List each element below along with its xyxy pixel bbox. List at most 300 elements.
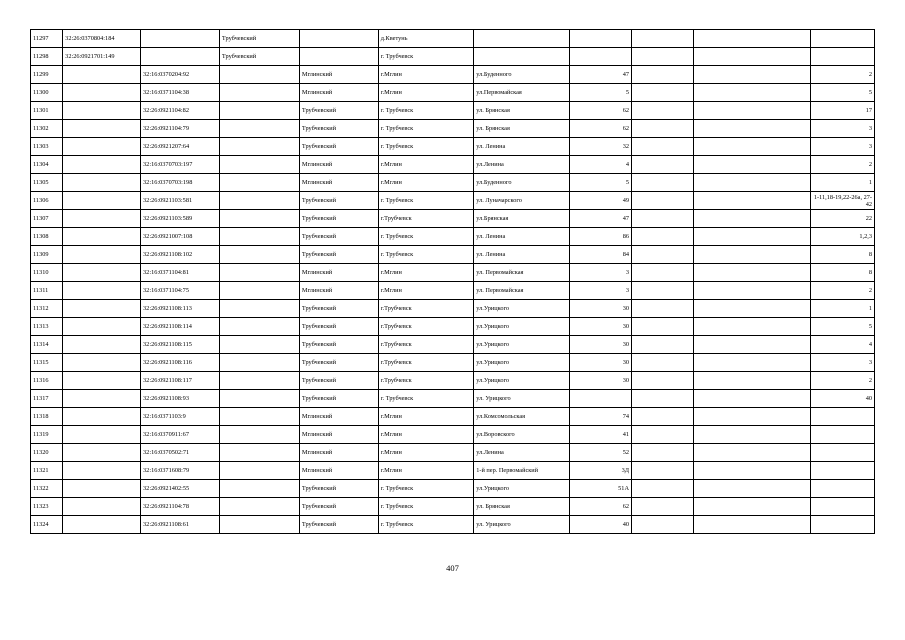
cell-row-number: 11314 [31, 336, 63, 354]
cell-district-a [219, 300, 299, 318]
cell-street: ул.Буденного [474, 174, 570, 192]
table-row [31, 30, 875, 48]
cell-district-a [219, 480, 299, 498]
cell-col-10 [694, 354, 810, 372]
cell-cadastral-number-b: 32:26:0921108:117 [141, 372, 220, 390]
cell-street: ул.Урицкого [474, 480, 570, 498]
cell-col-10 [694, 138, 810, 156]
cell-district-a [219, 282, 299, 300]
cell-apartment: 8 [810, 246, 874, 264]
cell-cadastral-number-a [63, 498, 141, 516]
cell-row-number: 11322 [31, 480, 63, 498]
cell-col-9 [632, 372, 694, 390]
cell-street: 1-й пер. Первомайский [474, 462, 570, 480]
cell-house-number: 30 [569, 372, 631, 390]
cell-house-number: 62 [569, 102, 631, 120]
cell-col-9 [632, 444, 694, 462]
cell-settlement: г. Трубчевск [378, 48, 474, 66]
cell-row-number: 11310 [31, 264, 63, 282]
cell-house-number: 84 [569, 246, 631, 264]
cell-district-b: Мглинский [299, 444, 378, 462]
cell-house-number: 30 [569, 336, 631, 354]
cell-settlement: г.Мглин [378, 444, 474, 462]
table-row [31, 390, 875, 408]
cell-col-9 [632, 120, 694, 138]
cell-street: ул.Урицкого [474, 354, 570, 372]
cell-row-number: 11300 [31, 84, 63, 102]
cell-apartment: 1 [810, 300, 874, 318]
cell-apartment: 22 [810, 210, 874, 228]
cell-col-9 [632, 66, 694, 84]
cell-cadastral-number-b: 32:26:0921108:102 [141, 246, 220, 264]
cell-apartment [810, 48, 874, 66]
cell-col-10 [694, 300, 810, 318]
cell-district-a [219, 444, 299, 462]
cell-row-number: 11298 [31, 48, 63, 66]
cell-district-a [219, 210, 299, 228]
cell-house-number: 47 [569, 66, 631, 84]
cell-col-10 [694, 426, 810, 444]
table-row [31, 282, 875, 300]
cell-cadastral-number-b: 32:26:0921108:114 [141, 318, 220, 336]
table-row [31, 192, 875, 210]
cell-cadastral-number-b: 32:16:0370911:67 [141, 426, 220, 444]
cell-col-9 [632, 300, 694, 318]
cell-house-number: 30 [569, 354, 631, 372]
cell-col-9 [632, 498, 694, 516]
cell-row-number: 11305 [31, 174, 63, 192]
cell-cadastral-number-a [63, 444, 141, 462]
cell-col-10 [694, 30, 810, 48]
cell-cadastral-number-b [141, 48, 220, 66]
cell-street: ул.Буденного [474, 66, 570, 84]
cell-settlement: г. Трубчевск [378, 120, 474, 138]
cell-cadastral-number-a [63, 318, 141, 336]
cell-house-number: 3Д [569, 462, 631, 480]
cell-cadastral-number-b: 32:26:0921108:116 [141, 354, 220, 372]
cell-col-9 [632, 408, 694, 426]
cell-street: ул. Ленина [474, 246, 570, 264]
cell-district-a [219, 516, 299, 534]
cell-col-10 [694, 282, 810, 300]
cell-house-number: 40 [569, 516, 631, 534]
cell-district-b: Трубчевский [299, 336, 378, 354]
cell-settlement: г.Мглин [378, 426, 474, 444]
table-row [31, 48, 875, 66]
cell-cadastral-number-a [63, 462, 141, 480]
cell-cadastral-number-a [63, 408, 141, 426]
cell-district-b: Трубчевский [299, 246, 378, 264]
cell-col-9 [632, 138, 694, 156]
cell-col-9 [632, 30, 694, 48]
cell-apartment: 2 [810, 372, 874, 390]
cell-district-b: Трубчевский [299, 318, 378, 336]
cell-cadastral-number-a [63, 426, 141, 444]
cell-col-10 [694, 390, 810, 408]
cell-cadastral-number-b: 32:16:0370703:197 [141, 156, 220, 174]
cell-cadastral-number-a [63, 480, 141, 498]
cell-col-10 [694, 462, 810, 480]
cell-district-a [219, 336, 299, 354]
cell-col-10 [694, 318, 810, 336]
cell-apartment: 2 [810, 156, 874, 174]
cell-cadastral-number-b: 32:26:0921104:79 [141, 120, 220, 138]
cell-settlement: г.Мглин [378, 462, 474, 480]
cell-col-9 [632, 354, 694, 372]
cell-settlement: г.Трубчевск [378, 354, 474, 372]
cell-cadastral-number-a [63, 66, 141, 84]
cell-cadastral-number-b: 32:26:0921108:93 [141, 390, 220, 408]
table-row [31, 480, 875, 498]
cell-street: ул.Первомайская [474, 84, 570, 102]
cell-district-b: Мглинский [299, 174, 378, 192]
cell-cadastral-number-a [63, 336, 141, 354]
cell-col-10 [694, 246, 810, 264]
cell-district-b [299, 48, 378, 66]
cell-street: ул.Урицкого [474, 300, 570, 318]
cell-house-number: 86 [569, 228, 631, 246]
table-row [31, 102, 875, 120]
cell-cadastral-number-a [63, 210, 141, 228]
cell-col-9 [632, 318, 694, 336]
cell-cadastral-number-b: 32:26:0921104:82 [141, 102, 220, 120]
cell-district-a [219, 264, 299, 282]
cell-district-a [219, 228, 299, 246]
cell-apartment: 17 [810, 102, 874, 120]
cell-row-number: 11317 [31, 390, 63, 408]
cell-col-9 [632, 48, 694, 66]
cell-apartment [810, 462, 874, 480]
cell-col-10 [694, 408, 810, 426]
cell-district-b: Трубчевский [299, 102, 378, 120]
cell-cadastral-number-b: 32:26:0921108:113 [141, 300, 220, 318]
cell-cadastral-number-a: 32:26:0921701:149 [63, 48, 141, 66]
cell-district-b: Трубчевский [299, 300, 378, 318]
table-row [31, 300, 875, 318]
cell-street: ул. Урицкого [474, 390, 570, 408]
cell-apartment: 3 [810, 120, 874, 138]
cell-settlement: г. Трубчевск [378, 228, 474, 246]
cell-settlement: г. Трубчевск [378, 516, 474, 534]
cell-apartment: 2 [810, 282, 874, 300]
table-row [31, 228, 875, 246]
cell-row-number: 11315 [31, 354, 63, 372]
table-row [31, 156, 875, 174]
cell-district-a [219, 174, 299, 192]
cell-street: ул.Ленина [474, 156, 570, 174]
cell-settlement: г.Мглин [378, 156, 474, 174]
cell-col-10 [694, 444, 810, 462]
cell-district-b: Трубчевский [299, 228, 378, 246]
cell-house-number: 3 [569, 264, 631, 282]
cell-apartment: 5 [810, 84, 874, 102]
cell-row-number: 11299 [31, 66, 63, 84]
cell-district-a [219, 354, 299, 372]
cell-apartment [810, 408, 874, 426]
cell-house-number: 74 [569, 408, 631, 426]
cell-cadastral-number-a [63, 246, 141, 264]
page-number: 407 [446, 563, 459, 573]
cell-col-10 [694, 192, 810, 210]
cell-apartment [810, 426, 874, 444]
cell-row-number: 11306 [31, 192, 63, 210]
cell-house-number [569, 48, 631, 66]
cell-cadastral-number-a [63, 300, 141, 318]
cell-house-number: 62 [569, 498, 631, 516]
cell-row-number: 11324 [31, 516, 63, 534]
cell-row-number: 11309 [31, 246, 63, 264]
cell-district-a [219, 138, 299, 156]
cell-apartment [810, 516, 874, 534]
cell-district-b: Мглинский [299, 426, 378, 444]
cell-district-b: Трубчевский [299, 120, 378, 138]
cell-district-b: Трубчевский [299, 480, 378, 498]
cell-street: ул.Ленина [474, 444, 570, 462]
table-row [31, 246, 875, 264]
cell-cadastral-number-b: 32:26:0921104:78 [141, 498, 220, 516]
cell-house-number: 52 [569, 444, 631, 462]
cell-col-9 [632, 390, 694, 408]
table-row [31, 426, 875, 444]
cell-settlement: г. Трубчевск [378, 480, 474, 498]
cell-district-a [219, 246, 299, 264]
cell-settlement: г.Трубчевск [378, 336, 474, 354]
cell-cadastral-number-a [63, 282, 141, 300]
cell-col-9 [632, 462, 694, 480]
cell-col-10 [694, 336, 810, 354]
cell-apartment: 3 [810, 354, 874, 372]
cell-row-number: 11307 [31, 210, 63, 228]
cell-col-10 [694, 264, 810, 282]
cell-street [474, 30, 570, 48]
cell-street: ул.Урицкого [474, 372, 570, 390]
cell-district-b: Трубчевский [299, 210, 378, 228]
cell-street: ул.Урицкого [474, 336, 570, 354]
cell-house-number: 4 [569, 156, 631, 174]
cell-col-9 [632, 102, 694, 120]
cell-house-number [569, 390, 631, 408]
cell-street: ул. Первомайская [474, 264, 570, 282]
cell-district-a [219, 498, 299, 516]
cell-apartment [810, 498, 874, 516]
table-row [31, 318, 875, 336]
cell-col-9 [632, 282, 694, 300]
table-row [31, 462, 875, 480]
cell-cadastral-number-b: 32:16:0371103:9 [141, 408, 220, 426]
cell-street: ул. Брянская [474, 120, 570, 138]
cell-street: ул.Брянская [474, 210, 570, 228]
table-row [31, 408, 875, 426]
cell-cadastral-number-b: 32:16:0371104:81 [141, 264, 220, 282]
cell-house-number: 41 [569, 426, 631, 444]
cell-row-number: 11303 [31, 138, 63, 156]
cell-row-number: 11297 [31, 30, 63, 48]
cell-house-number: 51А [569, 480, 631, 498]
cell-street: ул.Воровского [474, 426, 570, 444]
cell-street: ул. Луначарского [474, 192, 570, 210]
cell-cadastral-number-a [63, 192, 141, 210]
cell-cadastral-number-b: 32:26:0921103:589 [141, 210, 220, 228]
cell-cadastral-number-b: 32:16:0370703:198 [141, 174, 220, 192]
cell-col-9 [632, 246, 694, 264]
registry-table [30, 29, 875, 534]
cell-street: ул. Урицкого [474, 516, 570, 534]
cell-street: ул.Урицкого [474, 318, 570, 336]
cell-col-9 [632, 426, 694, 444]
cell-settlement: г. Трубчевск [378, 192, 474, 210]
cell-cadastral-number-b: 32:16:0371104:38 [141, 84, 220, 102]
cell-district-b: Трубчевский [299, 372, 378, 390]
cell-cadastral-number-a [63, 156, 141, 174]
cell-row-number: 11312 [31, 300, 63, 318]
cell-district-b: Трубчевский [299, 390, 378, 408]
cell-cadastral-number-b: 32:26:0921402:55 [141, 480, 220, 498]
cell-col-10 [694, 516, 810, 534]
cell-settlement: г. Трубчевск [378, 102, 474, 120]
cell-cadastral-number-b: 32:16:0371608:79 [141, 462, 220, 480]
cell-row-number: 11302 [31, 120, 63, 138]
cell-row-number: 11313 [31, 318, 63, 336]
cell-apartment: 1,2,3 [810, 228, 874, 246]
cell-col-9 [632, 192, 694, 210]
cell-street: ул. Брянская [474, 498, 570, 516]
table-row [31, 138, 875, 156]
cell-settlement: г.Трубчевск [378, 300, 474, 318]
cell-district-a [219, 66, 299, 84]
cell-district-a [219, 408, 299, 426]
table-row [31, 264, 875, 282]
cell-cadastral-number-a [63, 120, 141, 138]
table-row [31, 516, 875, 534]
cell-cadastral-number-a [63, 102, 141, 120]
cell-apartment: 5 [810, 318, 874, 336]
cell-district-b: Мглинский [299, 84, 378, 102]
cell-district-a [219, 372, 299, 390]
cell-cadastral-number-a [63, 138, 141, 156]
cell-apartment: 1 [810, 174, 874, 192]
table-row [31, 372, 875, 390]
cell-house-number: 62 [569, 120, 631, 138]
cell-cadastral-number-b: 32:26:0921108:61 [141, 516, 220, 534]
cell-col-9 [632, 84, 694, 102]
table-row [31, 498, 875, 516]
cell-settlement: г.Трубчевск [378, 210, 474, 228]
cell-district-a [219, 102, 299, 120]
cell-settlement: г. Трубчевск [378, 246, 474, 264]
cell-apartment [810, 480, 874, 498]
cell-cadastral-number-b: 32:26:0921207:64 [141, 138, 220, 156]
cell-apartment [810, 30, 874, 48]
cell-apartment: 1-11,18-19,22-26а, 27-42 [810, 192, 874, 210]
cell-district-b: Мглинский [299, 462, 378, 480]
cell-row-number: 11308 [31, 228, 63, 246]
cell-district-b: Трубчевский [299, 516, 378, 534]
cell-district-a: Трубчевский [219, 30, 299, 48]
cell-row-number: 11304 [31, 156, 63, 174]
cell-col-9 [632, 480, 694, 498]
cell-district-a [219, 84, 299, 102]
cell-row-number: 11301 [31, 102, 63, 120]
cell-street: ул.Комсомольская [474, 408, 570, 426]
table-row [31, 66, 875, 84]
cell-cadastral-number-a [63, 390, 141, 408]
cell-house-number: 5 [569, 84, 631, 102]
cell-district-b: Мглинский [299, 156, 378, 174]
cell-cadastral-number-a [63, 516, 141, 534]
cell-col-9 [632, 228, 694, 246]
cell-col-10 [694, 48, 810, 66]
cell-col-9 [632, 210, 694, 228]
cell-apartment: 8 [810, 264, 874, 282]
cell-house-number [569, 30, 631, 48]
cell-settlement: г. Трубчевск [378, 390, 474, 408]
cell-district-a [219, 462, 299, 480]
cell-house-number: 5 [569, 174, 631, 192]
cell-col-10 [694, 84, 810, 102]
cell-col-9 [632, 174, 694, 192]
cell-district-b: Трубчевский [299, 354, 378, 372]
cell-apartment: 2 [810, 66, 874, 84]
table-row [31, 120, 875, 138]
cell-district-b: Трубчевский [299, 138, 378, 156]
cell-col-10 [694, 480, 810, 498]
cell-district-a: Трубчевский [219, 48, 299, 66]
cell-district-a [219, 120, 299, 138]
cell-cadastral-number-a [63, 228, 141, 246]
cell-district-b: Мглинский [299, 66, 378, 84]
cell-street: ул. Ленина [474, 138, 570, 156]
cell-col-10 [694, 372, 810, 390]
cell-district-b: Трубчевский [299, 498, 378, 516]
table-row [31, 84, 875, 102]
cell-row-number: 11321 [31, 462, 63, 480]
cell-district-a [219, 156, 299, 174]
cell-col-10 [694, 174, 810, 192]
cell-cadastral-number-a [63, 174, 141, 192]
cell-house-number: 49 [569, 192, 631, 210]
table-row [31, 336, 875, 354]
cell-cadastral-number-b: 32:26:0921108:115 [141, 336, 220, 354]
cell-col-10 [694, 498, 810, 516]
cell-apartment: 4 [810, 336, 874, 354]
cell-row-number: 11323 [31, 498, 63, 516]
cell-district-a [219, 318, 299, 336]
cell-street: ул. Первомайская [474, 282, 570, 300]
cell-cadastral-number-b: 32:26:0921007:108 [141, 228, 220, 246]
cell-cadastral-number-b: 32:16:0370204:92 [141, 66, 220, 84]
cell-cadastral-number-a [63, 84, 141, 102]
cell-settlement: г.Мглин [378, 408, 474, 426]
cell-cadastral-number-b: 32:16:0370502:71 [141, 444, 220, 462]
cell-settlement: г.Мглин [378, 66, 474, 84]
cell-apartment: 3 [810, 138, 874, 156]
cell-col-10 [694, 156, 810, 174]
cell-apartment: 40 [810, 390, 874, 408]
cell-col-10 [694, 228, 810, 246]
cell-settlement: г.Трубчевск [378, 318, 474, 336]
cell-cadastral-number-a [63, 354, 141, 372]
cell-col-9 [632, 336, 694, 354]
cell-house-number: 30 [569, 300, 631, 318]
cell-district-b: Мглинский [299, 282, 378, 300]
table-row [31, 174, 875, 192]
cell-district-b: Мглинский [299, 408, 378, 426]
cell-street: ул. Ленина [474, 228, 570, 246]
table-row [31, 354, 875, 372]
cell-settlement: г. Трубчевск [378, 498, 474, 516]
cell-house-number: 32 [569, 138, 631, 156]
cell-district-a [219, 390, 299, 408]
